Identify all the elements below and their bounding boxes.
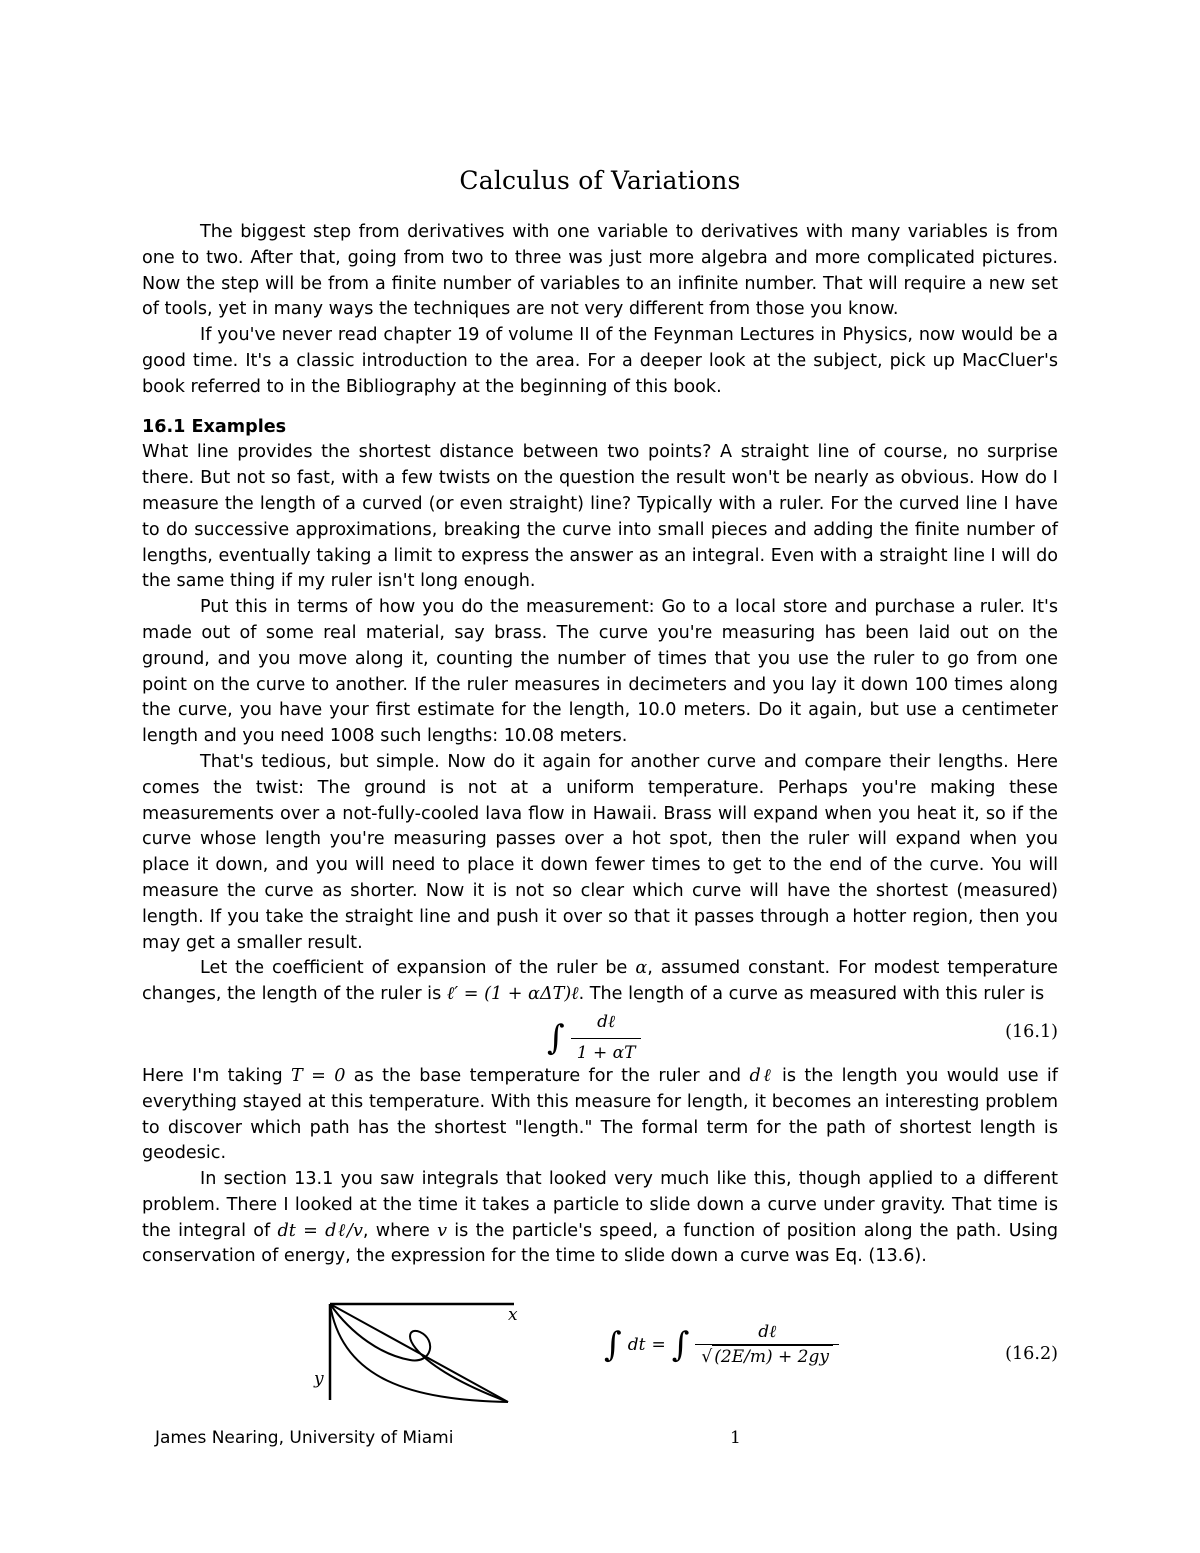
integral-sign-1: ∫	[604, 1324, 622, 1365]
section-paragraph-1: What line provides the shortest distance between two points? A straight line of course, no surprise there. But not so fast, with a few twists on the question the result won't be nearly as obvious. How do I measure the length of a curved (or even straight) line? Typically with a ruler. For the curved line I have to do successive approximations, breaking the curve into small pieces and adding the finite number of lengths, eventually taking a limit to express the answer as an integral. Even with a straight line I will do the same thing if my ruler isn't long enough.	[142, 442, 1058, 592]
p6-text-b: , where	[362, 1220, 438, 1241]
numerator-2: dℓ	[758, 1322, 777, 1342]
p4-text-a: Let the coefficient of expansion of the ruler be	[200, 958, 636, 979]
equation-number: (16.1)	[1005, 1021, 1058, 1042]
equation-16-1	[142, 1008, 1058, 1064]
p6-text-c: is the particle's speed, a function of position along the path. Using conservation of energy, the expression for the time to slide down a curve was Eq. (13.6).	[142, 1220, 1058, 1267]
y-axis-label: y	[314, 1369, 324, 1389]
v-symbol: v	[437, 1220, 448, 1241]
x-axis-label: x	[508, 1305, 518, 1325]
integral-sign: ∫	[547, 1018, 565, 1059]
fraction-2	[695, 1322, 839, 1367]
denominator: 1 + αT	[571, 1038, 642, 1067]
integral-sign-2: ∫	[671, 1324, 690, 1365]
section-paragraph-2: Put this in terms of how you do the measurement: Go to a local store and purchase a ruler. It's made out of some real material, say brass. The curve you're measuring has been laid out on the ground, and you move along it, counting the number of times that you use the ruler to go from one point on the curve to another. If the ruler measures in decimeters and you lay it down 100 times along the curve, you have your first estimate for the length, 10.0 meters. Do it again, but use a centimeter length and you need 1008 such lengths: 10.08 meters.	[142, 597, 1058, 747]
section-paragraph-3: That's tedious, but simple. Now do it again for another curve and compare their lengths. Here comes the twist: The ground is not at a uniform temperature. Perhaps you're making these measurements over a not-fully-cooled lava flow in Hawaii. Brass will expand when you heat it, so if the curve whose length you're measuring passes over a hot spot, then the ruler will expand when you place it down, and you will need to place it down fewer times to get to the end of the curve. You will measure the curve as shorter. Now it is not so clear which curve will have the shortest (measured) length. If you take the straight line and push it over so that it passes through a hotter region, then you may get a smaller result.	[142, 751, 1058, 953]
t-equals-zero: T = 0	[291, 1065, 346, 1086]
equation-number-2: (16.2)	[1005, 1344, 1058, 1364]
lhs-dt: dt	[627, 1334, 646, 1355]
footer-author: James Nearing, University of Miami	[155, 1428, 454, 1448]
p6-text-a: In section 13.1 you saw integrals that looked very much like this, though applied to a different problem. There I looked at the time it takes a particle to slide down a curve under gravity. That time is the integral of	[142, 1169, 1058, 1241]
p5-text-c: is the length you would use if everything stayed at this temperature. With this measure for length, it becomes an interesting problem to discover which path has the shortest "length." The formal term for the path of shortest length is geodesic.	[142, 1065, 1058, 1164]
sqrt-argument: (2E/m) + 2gy	[712, 1345, 833, 1367]
intro-paragraph-2: If you've never read chapter 19 of volume II of the Feynman Lectures in Physics, now would be a good time. It's a classic introduction to the area. For a deeper look at the subject, pick up MacCluer's book referred to in the Bibliography at the beginning of this book.	[142, 325, 1058, 397]
equals-sign: =	[651, 1334, 666, 1355]
sqrt-symbol: √	[701, 1347, 713, 1367]
page-title: Calculus of Variations	[459, 166, 741, 195]
denominator-2	[695, 1344, 839, 1367]
p4-text-b: , assumed constant. For modest temperature changes, the length of the ruler is	[142, 958, 1058, 1005]
p5-text-a: Here I'm taking	[142, 1065, 292, 1086]
p5-text-b: as the base temperature for the ruler and	[345, 1065, 750, 1086]
curves-figure	[302, 1300, 542, 1410]
body-text	[142, 220, 1058, 1270]
fraction	[571, 1010, 642, 1067]
dt-formula: dt = dℓ/v	[277, 1220, 363, 1241]
numerator: dℓ	[597, 1011, 616, 1032]
alpha-symbol: α	[635, 958, 648, 979]
p4-text-c: . The length of a curve as measured with this ruler is	[578, 984, 1045, 1005]
section-heading: 16.1 Examples	[142, 416, 287, 437]
ruler-length-formula: ℓ′ = (1 + αΔT)ℓ	[446, 984, 579, 1005]
section-paragraph-6	[142, 1167, 1058, 1270]
dl-symbol: dℓ	[749, 1065, 774, 1086]
intro-paragraph-1: The biggest step from derivatives with one variable to derivatives with many variables is from one to two. After that, going from two to three was just more algebra and more complicated pictures. Now the step will be from a finite number of variables to an infinite number. That will require a new set of tools, yet in many ways the techniques are not very different from those you know.	[142, 222, 1058, 320]
section-paragraph-5	[142, 1064, 1058, 1167]
section-paragraph-4	[142, 956, 1058, 1008]
figure-and-equation-row	[142, 1300, 1058, 1410]
equation-16-2	[604, 1322, 839, 1367]
page-number: 1	[730, 1428, 741, 1448]
